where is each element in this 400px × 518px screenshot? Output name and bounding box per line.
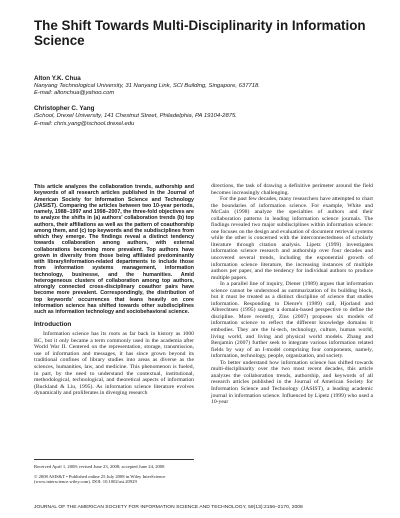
copyright-notice: © 2008 ASIS&T • Published online 25 July 2008 in Wiley InterScience (www.interscience.wiley.com). DOI: 10.1002/asi.20929 <box>34 473 166 485</box>
footnote-block <box>34 459 194 485</box>
author-email: E-mail: chris.yang@ischool.drexel.edu <box>34 120 135 127</box>
author-name: Christopher C. Yang <box>34 105 95 113</box>
left-column <box>34 184 194 397</box>
author-1 <box>34 75 384 97</box>
author-name: Alton Y.K. Chua <box>34 75 81 82</box>
abstract: This article analyzes the collaboration trends, authorship and keywords of all research articles published in the Journal of American Society for Information Science and Technology (JASIST). Comparing the articles between two 10-year periods, namely, 1988–1997 and 1998–2007, the three-fold objectives are to analyze the shifts in (a) authors' collaboration trends (b) top authors, their affiliations as well as the pattern of coauthorship among them, and (c) top keywords and the subdisciplines from which they emerge. The findings reveal a distinct tendency towards collaboration among authors, with external collaborations becoming more prevalent. Top authors have grown in diversity from those being affiliated predominantly with library/information-related departments to include those from information systems management, information technology, businesse, and the humanities. Amid heterogeneous clusters of collaboration among top authors, strongly connected cross-disciplinary coauthor pairs have become more prevalent. Correspondingly, the distribution of top keywords' occurrences that leans heavily on core information science has shifted towards other subdisciplines such as information technology and sociobehavioral science. <box>34 184 194 315</box>
section-heading-introduction: Introduction <box>34 321 72 329</box>
paper-title: The Shift Towards Multi-Disciplinarity in Information Science <box>34 18 366 48</box>
body-paragraph: For the past few decades, many researchers have attempted to chart the boundaries of information science. For example, White and McCain (1998) analyze the specialties of authors and their collaboration patterns in leading information science journals. The findings revealed two major subdisciplines within information science: one focuses on the design and evaluation of document retrieval systems while the other is concerned with the interconnectedness of scholarly literature through citation analysis. Lipetz (1999) investigates information science research and authorship over four decades and uncovered several trends, including the exponential growth of information science literature, the increasing instances of multiple authors per paper, and the tendency for individual authors to produce multiple papers. <box>211 196 373 281</box>
author-email: E-mail: altonchua@yahoo.com <box>34 90 115 97</box>
body-paragraph: In a parallel line of inquiry, Diener (1989) argues that information science cannot be understood as summarization of its building block, but it must be treated as a distinct discipline of science that studies information. Responding to Dienre's (1989) call, Hjorland and Albrechtsen (1995) suggest a domain-based perspective to define the discipline. More recently, Zins (2007) proposes six models of information science to reflect the different knowledge domains it embodies. They are the hi-tech, technology, culture, human world, living world, and living and physical world models. Zhang and Benjamin (2007) further seek to integrate various information related fields by way of an I-model comprising four components, namely, information, technology, people, organization, and society. <box>211 281 373 360</box>
received-dates: Received April 1, 2008; revised June 23, 2008; accepted June 24, 2008 <box>34 464 165 469</box>
journal-footer: JOURNAL OF THE AMERICAN SOCIETY FOR INFORMATION SCIENCE AND TECHNOLOGY, 59(13):2156–2170, 2008 <box>34 505 303 510</box>
author-affiliation: iSchool, Drexel University, 141 Chestnut Street, Philadelphia, PA 19104-2875. <box>34 113 237 120</box>
author-affiliation: Nanyang Technological University, 31 Nanyang Link, SCI Building, Singapore, 637718. <box>34 83 260 89</box>
right-column <box>211 183 373 406</box>
body-paragraph: Information science has its roots as far back in history as 1000 BC, but it only became a term commonly used in the academia after World War II. Centered on the representation, storage, transmission, use of information and messages, it has since grown beyond its traditional confines of library studies into areas as diverse as the sciences, humanities, law, and medicine. This phenomenon is fueled, in part, by the need to understand the contextual, institutional, methodological, technological, and theoretical aspects of information (Buckland & Liu, 1995). As information science literature evolves dynamically and proliferates in diverging research <box>34 331 194 397</box>
body-paragraph: To better understand how information science has shifted towards multi-disciplinarity over the two most recent decades, this article analyzes the collaboration trends, authorship, and keywords of all research articles published in the Journal of American Society for Information Science and Technology (JASIST), a leading academic journal in information science. Influenced by Lipetz (1999) who used a 10-year <box>211 359 373 406</box>
author-2 <box>34 105 384 127</box>
author-block <box>34 75 384 136</box>
body-paragraph: directions, the task of drawing a definitive perimeter around the field becomes increasingly challenging. <box>211 183 373 196</box>
